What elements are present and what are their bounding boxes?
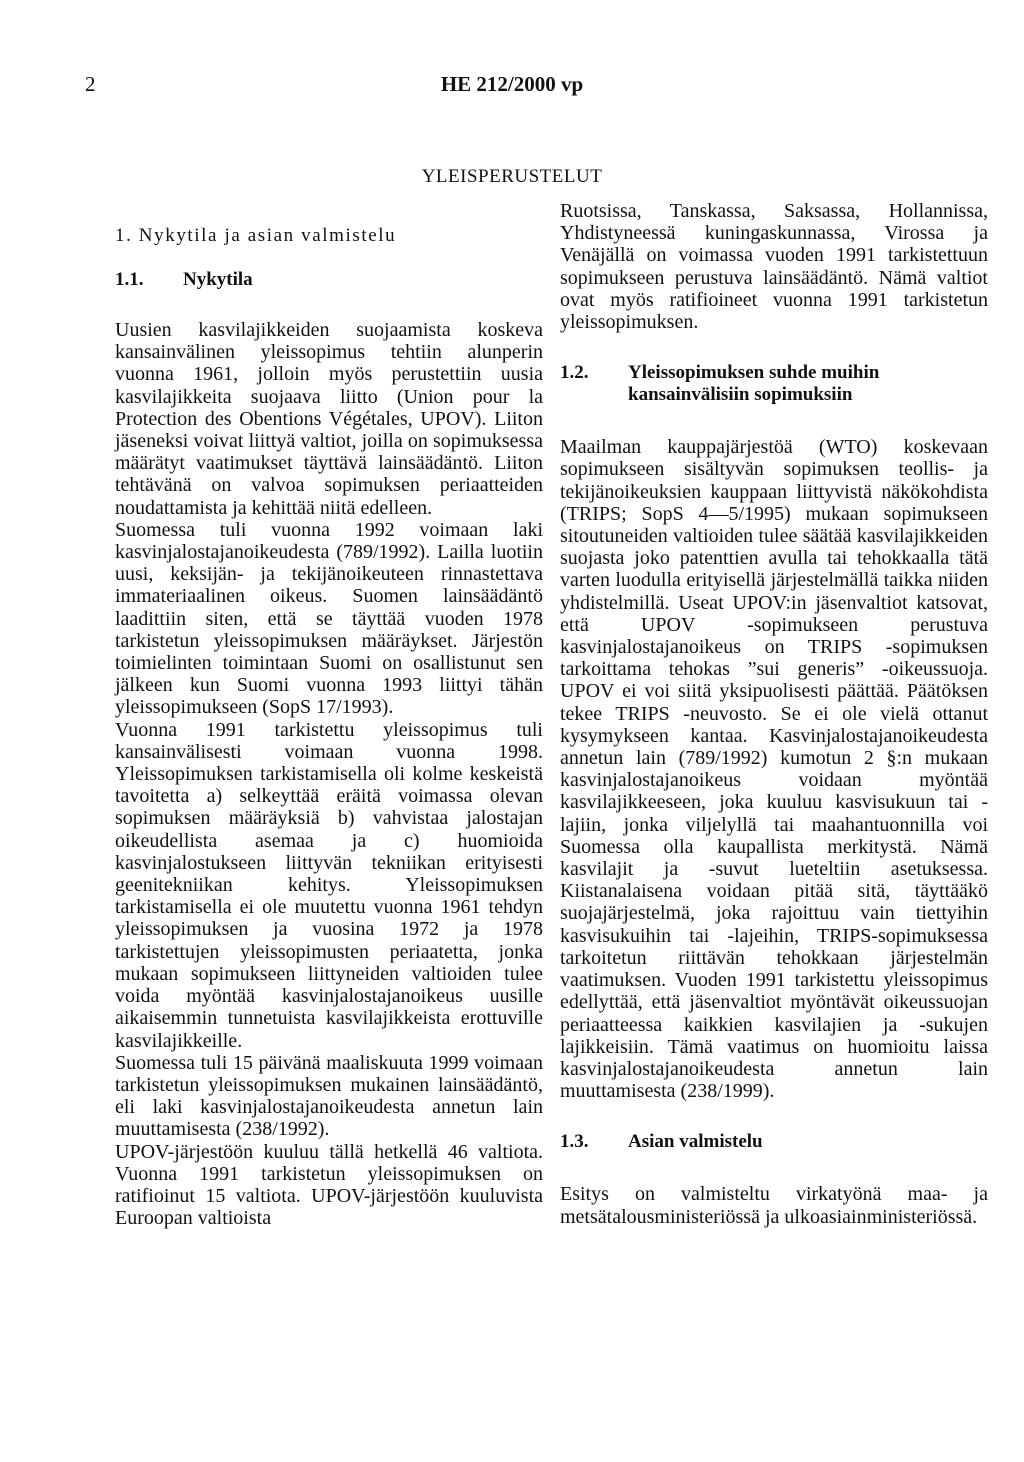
section-1-1-heading	[115, 269, 543, 291]
section-1-3-number: 1.3.	[560, 1131, 589, 1153]
section-1-3-title: Asian valmistelu	[628, 1131, 763, 1153]
section-1-2-title: Yleissopimuksen suhde muihin kansainvälisiin sopimuksiin	[628, 362, 880, 406]
paragraph: Vuonna 1991 tarkistettu yleissopimus tuli kansainvälisesti voimaan vuonna 1998. Yleissopimuksen tarkistamisella oli kolme keskeistä tavoitetta a) selkeyttää eräitä voimassa olevan sopimuksen määräyksiä b) vahvistaa jalostajan oikeudellista asemaa ja c) huomioida kasvinjalostukseen liittyvän tekniikan erityisesti geenitekniikan kehitys. Yleissopimuksen tarkistamisella ei ole muutettu vuonna 1961 tehdyn yleissopimuksen ja vuosina 1972 ja 1978 tarkistettujen yleissopimusten periaatetta, jonka mukaan sopimukseen liittyneiden valtioiden tulee voida myöntää kasvinjalostajanoikeus uusille aikaisemmin tunnetuista kasvilajikkeista erottuville kasvilajikkeille.	[115, 718, 543, 1052]
section-1-heading: 1. Nykytila ja asian valmistelu	[115, 225, 397, 246]
section-1-3-heading	[560, 1131, 988, 1153]
running-head: HE 212/2000 vp	[440, 72, 584, 96]
document-title: YLEISPERUSTELUT	[421, 166, 603, 187]
section-1-1-number: 1.1.	[115, 269, 144, 290]
section-1-2-heading	[560, 362, 988, 406]
paragraph: Uusien kasvilajikkeiden suojaamista koskeva kansainvälinen yleissopimus tehtiin alunperin vuonna 1961, jolloin myös perustettiin uusia kasvilajikkeita suojaava liitto (Union pour la Protection des Obentions Végétales, UPOV). Liiton jäseneksi voivat liittyä valtiot, joilla on sopimuksessa määrätyt vaatimukset täyttävä lainsäädäntö. Liiton tehtävänä on valvoa sopimuksen periaatteiden noudattamista ja kehittää niitä edelleen.	[115, 319, 543, 519]
paragraph: Suomessa tuli 15 päivänä maaliskuuta 1999 voimaan tarkistetun yleissopimuksen mukainen lainsäädäntö, eli laki kasvinjalostajanoikeudesta annetun lain muuttamisesta (238/1992).	[115, 1051, 543, 1141]
right-column	[560, 200, 988, 1228]
section-1-2-number: 1.2.	[560, 362, 589, 384]
paragraph: UPOV-järjestöön kuuluu tällä hetkellä 46 valtiota. Vuonna 1991 tarkistetun yleissopimuksen on ratifioinut 15 valtiota. UPOV-järjestöön kuuluvista Euroopan valtioista	[115, 1140, 543, 1230]
paragraph-continuation: Ruotsissa, Tanskassa, Saksassa, Hollannissa, Yhdistyneessä kuningaskunnassa, Virossa ja Venäjällä on voimassa vuoden 1991 tarkistettuun sopimukseen perustuva lainsäädäntö. Nämä valtiot ovat myös ratifioineet vuonna 1991 tarkistetun yleissopimuksen.	[560, 200, 988, 334]
paragraph: Esitys on valmisteltu virkatyönä maa- ja metsätalousministeriössä ja ulkoasiainministeriössä.	[560, 1183, 988, 1228]
left-column	[115, 200, 543, 1229]
section-1-1-title: Nykytila	[183, 269, 253, 290]
paragraph: Suomessa tuli vuonna 1992 voimaan laki kasvinjalostajanoikeudesta (789/1992). Lailla luotiin uusi, keksijän- ja tekijänoikeuteen rinnastettava immateriaalinen oikeus. Suomen lainsäädäntö laadittiin siten, että se täyttää vuoden 1978 tarkistetun yleissopimuksen määräykset. Järjestön toimielinten toimintaan Suomi on osallistunut sen jälkeen kun Suomi vuonna 1993 liittyi tähän yleissopimukseen (SopS 17/1993).	[115, 518, 543, 719]
page-number: 2	[85, 72, 96, 96]
paragraph: Maailman kauppajärjestöä (WTO) koskevaan sopimukseen sisältyvän sopimuksen teollis- ja tekijänoikeuksien kauppaan liittyvistä näkökohdista (TRIPS; SopS 4—5/1995) mukaan sopimukseen sitoutuneiden valtioiden tulee säätää kasvilajikkeiden suojasta joko patenttien avulla tai tehokkaalla tätä varten luodulla erityisellä järjestelmällä taikka niiden yhdistelmillä. Useat UPOV:in jäsenvaltiot katsovat, että UPOV -sopimukseen perustuva kasvinjalostajanoikeus on TRIPS -sopimuksen tarkoittama tehokas ”sui generis” -oikeussuoja. UPOV ei voi siitä yksipuolisesti päättää. Päätöksen tekee TRIPS -neuvosto. Se ei ole vielä ottanut kysymykseen kantaa. Kasvinjalostajanoikeudesta annetun lain (789/1992) kumotun 2 §:n mukaan kasvinjalostajanoikeus voidaan myöntää kasvilajikkeeseen, joka kuuluu kasvisukuun tai -lajiin, jonka viljelyllä tai maahantuonnilla voi Suomessa olla kaupallista merkitystä. Nämä kasvilajit ja -suvut lueteltiin asetuksessa. Kiistanalaisena voidaan pitää sitä, täyttääkö suojajärjestelmä, joka rajoittuu vain tiettyihin kasvisukuihin tai -lajeihin, TRIPS-sopimuksessa tarkoitetun riittävän tehokkaan järjestelmän vaatimuksen. Vuoden 1991 tarkistettu yleissopimus edellyttää, että jäsenvaltiot myöntävät oikeussuojan periaatteessa kaikkien kasvilajien ja -sukujen lajikkeisiin. Tämä vaatimus on huomioitu laissa kasvinjalostajanoikeudesta annetun lain muuttamisesta (238/1999).	[560, 436, 988, 1103]
